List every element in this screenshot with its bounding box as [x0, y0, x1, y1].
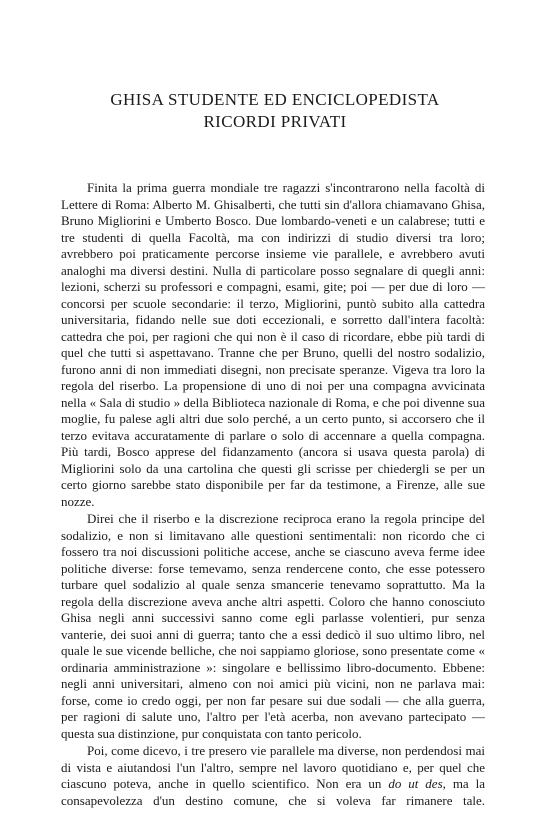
paragraph-2: Direi che il riserbo e la discrezione reciproca erano la regola principe del sodalizio, e non si limitavano alle questioni sentimentali: non ricordo che ci fossero tra noi discussioni politiche accese, anche se ciascuno aveva ferme idee politiche diverse: forse temevamo, senza rendercene conto, che esse potessero turbare quel sodalizio al quale senza smancerie tenevamo soprattutto. Ma la regola della discrezione aveva anche altri aspetti. Coloro che hanno conosciuto Ghisa negli anni successivi sanno come egli parlasse volentieri, pur senza vanterie, dei suoi anni di guerra; tanto che a essi dedicò il suo ultimo libro, nel quale le sue vicende belliche, che noi sappiamo gloriose, sono presentate come « ordinaria amministrazione »: singolare e bellissimo libro-documento. Ebbene: negli anni universitari, almeno con noi amici più vicini, non ne parlava mai: forse, come io credo oggi, per non far pesare sui due sodali — che alla guerra, per ragioni di salute uno, l'altro per l'età acerba, non avevano partecipato — questa sua distinzione, pur conquistata con tanto pericolo.: [61, 511, 485, 741]
paragraph-3: [61, 743, 485, 809]
paragraph-3-text-a: Poi, come dicevo, i tre presero vie parallele ma diverse, non perdendosi mai di vista e aiutandosi l'un l'altro, sempre nel lavoro quotidiano e, per quel che ciascuno poteva, anche in quello scientifico. Non era un: [61, 743, 485, 791]
title-line-1: GHISA STUDENTE ED ENCICLOPEDISTA: [110, 90, 440, 109]
title-line-2: RICORDI PRIVATI: [203, 112, 347, 131]
article-body: [61, 180, 485, 809]
paragraph-1: Finita la prima guerra mondiale tre ragazzi s'incontrarono nella facoltà di Lettere di Roma: Alberto M. Ghisalberti, che tutti sin d'allora chiamavano Ghisa, Bruno Migliorini e Umberto Bosco. Due lombardo-veneti e un calabrese; tutti e tre studenti di quella Facoltà, ma con indirizzi di studio diversi tra loro; avrebbero poi praticamente percorse insieme vie parallele, e avrebbero avuti analoghi ma diversi destini. Nulla di particolare posso segnalare di quegli anni: lezioni, scherzi su professori e compagni, esami, gite; poi — per due di loro — concorsi per scuole secondarie: il terzo, Migliorini, puntò subito alla cattedra universitaria, fidando nelle sue doti eccezionali, e sorretto dall'intera facoltà: cattedra che poi, per ragioni che qui non è il caso di ricordare, ebbe più tardi di quel che tutti si aspettavano. Tranne che per Bruno, quelli del nostro sodalizio, furono anni di non immediati disegni, non precisate speranze. Vigeva tra loro la regola del riserbo. La propensione di uno di noi per una compagna avvicinata nella « Sala di studio » della Biblioteca nazionale di Roma, e che poi divenne sua moglie, fu palese agli altri due solo perché, a un certo punto, si accorsero che il terzo evitava accuratamente di parlare o solo di accennare a quella compagna. Più tardi, Bosco apprese del fidanzamento (ancora si usava questa parola) di Migliorini solo da una cartolina che questi gli scrisse per chiedergli se per un certo giorno sarebbe stato disponibile per far da testimone, a Firenze, alle sue nozze.: [61, 180, 485, 509]
paragraph-3-text-b: , ma la consapevolezza d'un destino comune, che si voleva far rimanere tale.: [61, 776, 486, 808]
article-title: [60, 89, 490, 133]
latin-phrase: do ut des: [388, 776, 443, 791]
